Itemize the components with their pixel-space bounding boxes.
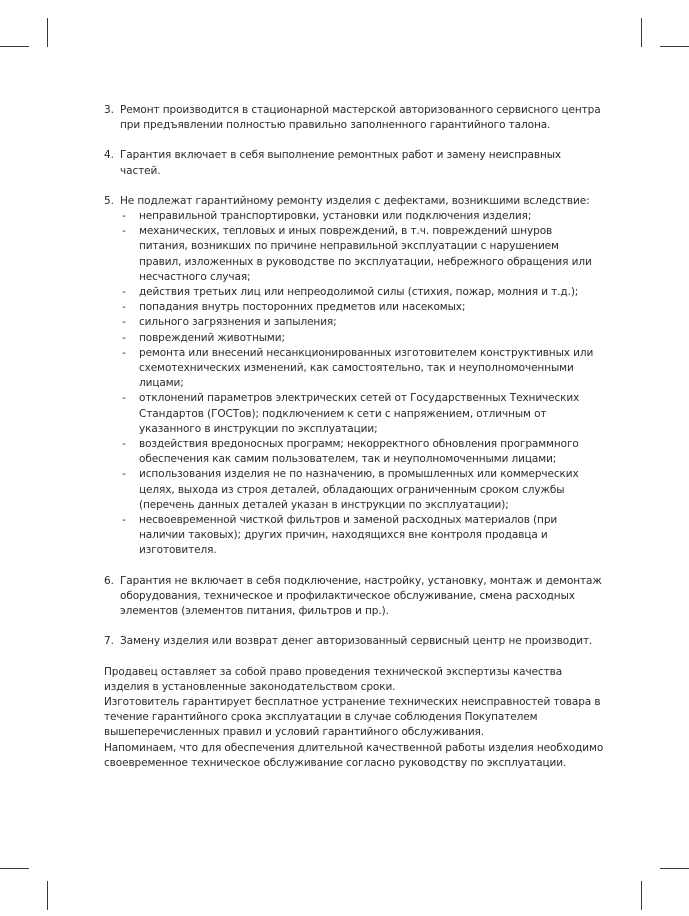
list-item: - сильного загрязнения и запыления; [120,315,604,330]
list-item: - отклонений параметров электрических сетей от Государственных Технических Стандартов (ГОСТов); подключением к сети с напряжением, отличным от указанного в инструкции по эксплуатации; [120,391,604,437]
bullet-dash: - [122,225,126,238]
crop-mark-top-left-vertical [47,18,48,47]
crop-mark-bottom-left-vertical [47,881,48,910]
closing-section [104,665,604,771]
numbered-item-3 [104,103,604,133]
bullet-dash: - [122,286,126,299]
bullet-dash: - [122,392,126,405]
item-text: Ремонт производится в стационарной мастерской авторизованного сервисного центра при предъявлении полностью правильно заполненного гарантийного талона. [120,104,601,132]
item-number: 4. [104,149,114,162]
closing-paragraph: Продавец оставляет за собой право проведения технической экспертизы качества изделия в установленные законодательством сроки. [104,665,563,693]
item-number: 7. [104,635,114,648]
list-item: - неправильной транспортировки, установки или подключения изделия; [120,209,604,224]
item-text: Гарантия включает в себя выполнение ремонтных работ и замену неисправных частей. [120,149,562,177]
list-item: - механических, тепловых и иных повреждений, в т.ч. повреждений шнуров питания, возникших по причине неправильной эксплуатации с нарушением правил, изложенных в руководстве по эксплуатации, небрежного обращения или несчастного случая; [120,224,604,285]
defect-causes-list [120,209,604,559]
crop-mark-bottom-left-horizontal [0,868,29,869]
item-number: 6. [104,574,114,587]
item-number: 5. [104,194,114,207]
list-item: - попадания внутрь посторонних предметов или насекомых; [120,300,604,315]
numbered-item-5 [104,194,604,559]
item-number: 3. [104,104,114,116]
item-body [120,194,604,559]
bullet-dash: - [122,438,126,451]
bullet-dash: - [122,468,126,481]
bullet-dash: - [122,210,126,223]
list-item: - повреждений животными; [120,331,604,346]
crop-mark-top-left-horizontal [0,46,29,47]
item-text: Гарантия не включает в себя подключение, настройку, установку, монтаж и демонтаж оборудования, техническое и профилактическое обслуживание, смена расходных элементов (элементов питания, фильтров и пр.). [120,574,602,618]
numbered-item-4 [104,148,604,178]
crop-mark-top-right-horizontal [660,46,689,47]
bullet-dash: - [122,346,126,359]
document-body [104,103,604,771]
bullet-dash: - [122,514,126,527]
list-item: - ремонта или внесений несанкционированных изготовителем конструктивных или схемотехнических изменений, как самостоятельно, так и неуполномоченными лицами; [120,346,604,392]
list-item: - воздействия вредоносных программ; некорректного обновления программного обеспечения как самим пользователем, так и неуполномоченными лицами; [120,437,604,467]
bullet-dash: - [122,316,126,329]
numbered-item-6 [104,574,604,620]
list-item: - использования изделия не по назначению, в промышленных или коммерческих целях, выхода из строя деталей, обладающих ограниченным сроком службы (перечень данных деталей указан в инструкции по эксплуатации); [120,467,604,513]
item-text: Не подлежат гарантийному ремонту изделия с дефектами, возникшими вследствие: [120,194,590,207]
crop-mark-bottom-right-horizontal [660,868,689,869]
list-item: - действия третьих лиц или непреодолимой силы (стихия, пожар, молния и т.д.); [120,285,604,300]
numbered-item-7 [104,634,604,649]
closing-paragraph: Изготовитель гарантирует бесплатное устранение технических неисправностей товара в течение гарантийного срока эксплуатации в случае соблюдения Покупателем вышеперечисленных правил и условий гарантийного обслуживания. [104,695,601,739]
crop-mark-bottom-right-vertical [641,881,642,910]
closing-paragraph: Напоминаем, что для обеспечения длительной качественной работы изделия необходимо своевременное техническое обслуживание согласно руководству по эксплуатации. [104,741,604,769]
bullet-dash: - [122,331,126,344]
list-item: - несвоевременной чисткой фильтров и заменой расходных материалов (при наличии таковых); других причин, находящихся вне контроля продавца и изготовителя. [120,513,604,559]
crop-mark-top-right-vertical [641,18,642,47]
bullet-dash: - [122,301,126,314]
item-text: Замену изделия или возврат денег авторизованный сервисный центр не производит. [120,635,593,648]
